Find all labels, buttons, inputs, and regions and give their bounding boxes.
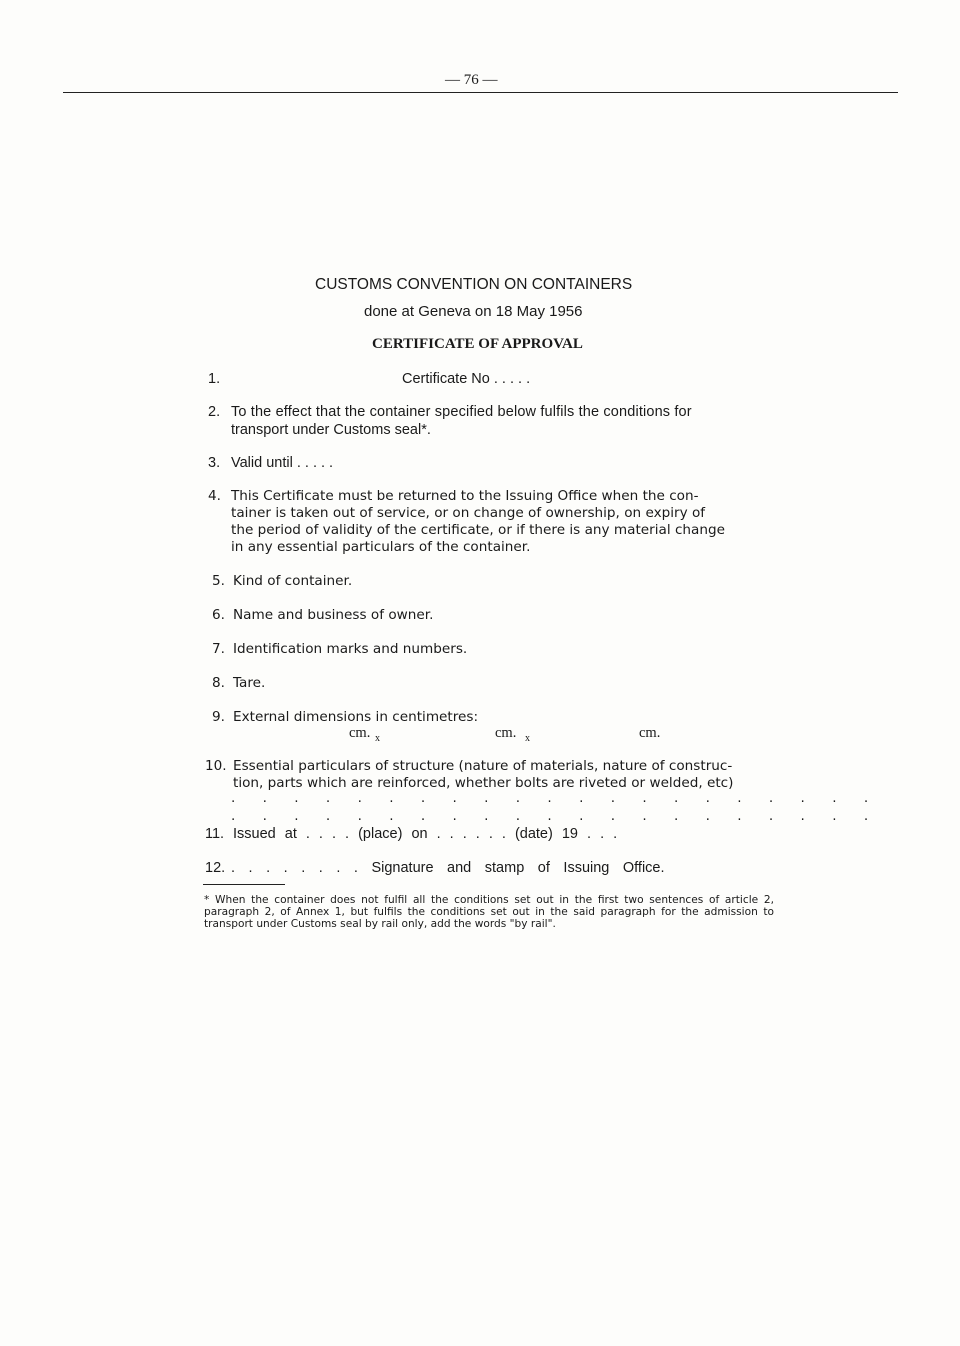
item-4-number: 4. [208,488,221,504]
dimension-unit-2: cm. [495,725,517,741]
item-4-line-2: tainer is taken out of service, or on change of ownership, on expiry of [231,505,706,521]
item-4-line-1: This Certificate must be returned to the Issuing Office when the con- [231,488,699,504]
item-8-number: 8. [212,675,225,691]
item-10-line-1: Essential particulars of structure (nature of materials, nature of construc- [233,758,733,774]
dimension-unit-1: cm. [349,725,371,741]
dimension-times-2: x [525,733,530,744]
item-9-number: 9. [212,709,225,725]
dimension-unit-3: cm. [639,725,661,741]
certificate-heading: CERTIFICATE OF APPROVAL [372,336,583,352]
footnote-rule [203,884,285,885]
item-1-text: Certificate No . . . . . [402,371,531,387]
item-11-text: Issued at . . . . (place) on . . . . . . (date) 19 . . . [233,826,618,842]
item-6-number: 6. [212,607,225,623]
item-10-number: 10. [205,758,227,774]
item-4-line-3: the period of validity of the certificate, or if there is any material change [231,522,725,538]
item-4-line-4: in any essential particulars of the container. [231,539,531,555]
item-11-number: 11. [205,826,225,842]
footnote: * When the container does not fulfil all the conditions set out in the first two sentences of article 2, paragraph 2, of Annex 1, but fulfils the conditions set out in the said paragraph for the admission to transport under Customs seal by rail only, add the words "by rail". [204,894,774,930]
item-10-line-2: tion, parts which are reinforced, whether bolts are riveted or welded, etc) [233,775,734,791]
item-10-dots-1: . . . . . . . . . . . . . . . . . . . . . [231,790,880,806]
document-title: CUSTOMS CONVENTION ON CONTAINERS [315,276,633,293]
item-2-line-2: transport under Customs seal*. [231,422,431,438]
item-3-text: Valid until . . . . . [231,455,334,471]
header-rule [63,92,898,93]
item-9-text: External dimensions in centimetres: [233,709,479,725]
item-1-number: 1. [208,371,221,387]
page-number: — 76 — [445,72,498,88]
item-2-line-1: To the effect that the container specified below fulfils the conditions for [231,404,692,420]
document-subtitle: done at Geneva on 18 May 1956 [364,303,583,320]
item-5-text: Kind of container. [233,573,353,589]
dimension-times-1: x [375,733,380,744]
item-12-number: 12. [205,860,226,876]
item-10-dots-2: . . . . . . . . . . . . . . . . . . . . . [231,808,880,824]
item-5-number: 5. [212,573,225,589]
item-6-text: Name and business of owner. [233,607,434,623]
item-2-number: 2. [208,404,221,420]
item-8-text: Tare. [233,675,266,691]
item-7-text: Identification marks and numbers. [233,641,468,657]
item-12-text: . . . . . . . . Signature and stamp of Issuing Office. [231,860,665,876]
item-3-number: 3. [208,455,221,471]
item-7-number: 7. [212,641,225,657]
